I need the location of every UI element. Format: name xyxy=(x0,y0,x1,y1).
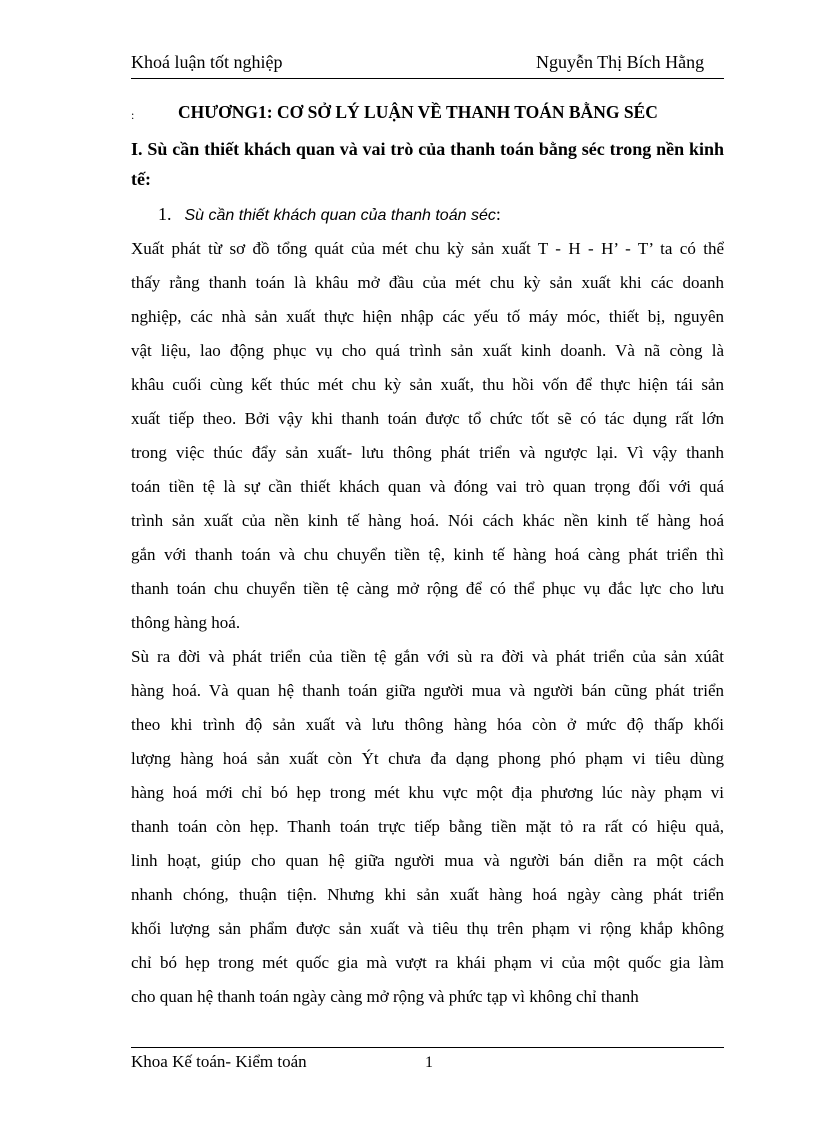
body-line: hàng hoá mới chỉ bó hẹp trong mét khu vực một địa phương lúc này phạm vi xyxy=(131,783,724,802)
body-line: toán tiền tệ là sự cần thiết khách quan và đóng vai trò quan trọng đối với quá xyxy=(131,477,724,496)
body-line: khâu cuối cùng kết thúc mét chu kỳ sản xuất, thu hồi vốn để thực hiện tái sản xyxy=(131,375,724,394)
subsection-title: Sù cần thiết khách quan của thanh toán séc xyxy=(184,207,496,224)
body-line: thanh toán còn hẹp. Thanh toán trực tiếp bằng tiền mặt tỏ ra rất có hiệu quả, xyxy=(131,817,724,836)
subsection-heading xyxy=(158,204,501,225)
header-thesis-label: Khoá luận tốt nghiệp xyxy=(131,52,283,72)
body-line: xuất tiếp theo. Bởi vậy khi thanh toán được tổ chức tốt sẽ có tác dụng rất lớn xyxy=(131,409,724,428)
body-line: thanh toán chu chuyển tiền tệ càng mở rộng để có thể phục vụ đắc lực cho lưu xyxy=(131,579,724,598)
body-line: nhanh chóng, thuận tiện. Nhưng khi sản xuất hàng hoá ngày càng phát triển xyxy=(131,885,724,904)
footer-department: Khoa Kế toán- Kiểm toán xyxy=(131,1052,307,1071)
body-line: lượng hàng hoá sản xuất còn Ýt chưa đa dạng phong phó phạm vi tiêu dùng xyxy=(131,749,724,768)
subsection-number: 1. xyxy=(158,204,172,224)
body-line: vật liệu, lao động phục vụ cho quá trình sản xuất kinh doanh. Và nã còng là xyxy=(131,341,724,360)
margin-marker: : xyxy=(131,108,135,122)
page-header xyxy=(131,52,724,79)
body-line: cho quan hệ thanh toán ngày càng mở rộng và phức tạp vì không chỉ thanh xyxy=(131,987,639,1006)
body-line: chỉ bó hẹp trong mét quốc gia mà vượt ra khái phạm vi của một quốc gia làm xyxy=(131,953,724,972)
body-line: theo khi trình độ sản xuất và lưu thông hàng hóa còn ở mức độ thấp khối xyxy=(131,715,724,734)
page-footer xyxy=(131,1047,724,1078)
subsection-suffix: : xyxy=(495,204,501,224)
body-line: Xuất phát từ sơ đồ tổng quát của mét chu kỳ sản xuất T - H - H’ - T’ ta có thể xyxy=(131,239,724,258)
section-title: I. Sù cần thiết khách quan và vai trò của thanh toán bằng séc trong nền kinh tế: xyxy=(131,139,724,189)
body-line: nghiệp, các nhà sản xuất thực hiện nhập các yếu tố máy móc, thiết bị, nguyên xyxy=(131,307,724,326)
body-line: thông hàng hoá. xyxy=(131,613,241,632)
page-number: 1 xyxy=(425,1054,433,1071)
body-line: trình sản xuất của nền kinh tế hàng hoá. Nói cách khác nền kinh tế hàng hoá xyxy=(131,511,724,530)
body-line: hàng hoá. Và quan hệ thanh toán giữa người mua và người bán cũng phát triển xyxy=(131,681,724,700)
chapter-title: CHƯƠNG1: CƠ SỞ LÝ LUẬN VỀ THANH TOÁN BẰNG SÉC xyxy=(178,102,658,122)
body-line: linh hoạt, giúp cho quan hệ giữa người mua và người bán diễn ra một cách xyxy=(131,851,724,870)
body-line: Sù ra đời và phát triển của tiền tệ gắn với sù ra đời và phát triển của sản xúât xyxy=(131,647,724,666)
body-line: trong việc thúc đẩy sản xuất- lưu thông phát triển và ngược lại. Vì vậy thanh xyxy=(131,443,724,462)
body-line: gắn với thanh toán và chu chuyển tiền tệ, kinh tế hàng hoá càng phát triển thì xyxy=(131,545,724,564)
body-line: thấy rằng thanh toán là khâu mở đầu của mét chu kỳ sản xuất khi các doanh xyxy=(131,273,724,292)
body-line: khối lượng sản phẩm được sản xuất và tiêu thụ trên phạm vi rộng khắp không xyxy=(131,919,724,938)
header-author-name: Nguyễn Thị Bích Hằng xyxy=(536,52,705,72)
